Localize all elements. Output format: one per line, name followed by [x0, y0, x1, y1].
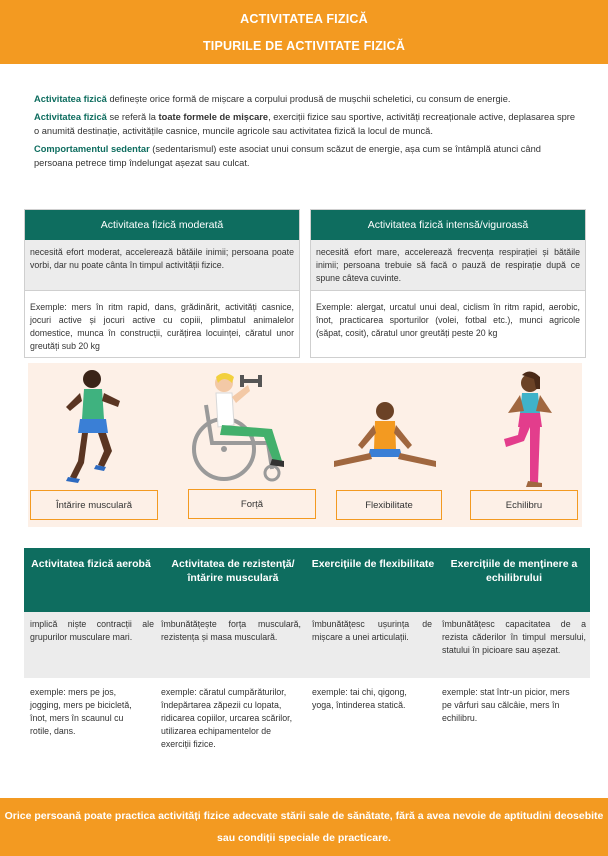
description-flexibility: îmbunătățesc ușurința de mișcare a unei articulații.: [312, 619, 432, 642]
intro-paragraph: [34, 92, 580, 106]
examples-flexibility: exemple: tai chi, qigong, yoga, întinderea statică.: [312, 687, 407, 710]
intro-section: [34, 92, 580, 174]
vigorous-activity-description: necesită efort mare, accelerează frecvența respirației și bătăile inimii; persoana trebuie să facă o pauză de respirație după ce spune câteva cuvinte.: [311, 240, 585, 290]
description-aerobic: implică niște contracții ale grupurilor musculare mari.: [30, 619, 154, 642]
definition-text: , exerciții fizice sau sportive, activități recreaționale active, deplasarea spre o anumită destinație, activitățile casnice, muncile agricole sau activitatea fizică la locul de muncă.: [34, 112, 576, 136]
header-banner: [0, 0, 608, 64]
label-text: Forță: [240, 498, 264, 510]
footer-banner: [0, 798, 608, 856]
label-strength: [30, 490, 158, 520]
description-balance: îmbunătățesc capacitatea de a rezista căderilor în timpul mersului, statului în picioare sau așezat.: [442, 619, 586, 655]
balance-illustration: [494, 367, 564, 489]
vigorous-activity-box: [310, 209, 586, 358]
moderate-activity-box: [24, 209, 300, 358]
footer-text: Orice persoană poate practica activități fizice adecvate stării sale de sănătate, fără a avea nevoie de aptitudini deosebite sau condiții speciale de practicare.: [4, 810, 604, 844]
intro-paragraph: [34, 110, 580, 138]
page-title: ACTIVITATEA FIZICĂ: [240, 12, 368, 26]
vigorous-activity-title: Activitatea fizică intensă/viguroasă: [311, 210, 585, 240]
label-force: [188, 489, 316, 519]
term-physical-activity: Activitatea fizică: [34, 94, 107, 104]
description-resistance: îmbunătățește forța musculară, rezistența și masa musculară.: [161, 619, 301, 642]
wheelchair-illustration: [176, 369, 308, 485]
definition-text: definește orice formă de mișcare a corpului produsă de mușchii scheletici, cu consum de energie.: [106, 94, 511, 104]
emphasis-text: toate formele de mișcare: [158, 112, 269, 122]
column-header-resistance: Activitatea de rezistență/întărire musculară: [158, 548, 308, 612]
term-physical-activity: Activitatea fizică: [34, 112, 107, 122]
illustration-panel: [28, 363, 582, 527]
examples-resistance: exemple: căratul cumpărăturilor, îndepărtarea zăpezii cu lopata, ridicarea copiilor, urcarea scărilor, utilizarea echipamentelor de exerciții fizice.: [161, 687, 293, 749]
moderate-activity-examples: Exemple: mers în ritm rapid, dans, grădinărit, activități casnice, jocuri active și jocuri active cu copiii, plimbatul animalelor domestice, munca în construcții, curățirea locuinței, căratul unor greutăți sub 20 kg: [30, 302, 294, 351]
examples-balance: exemple: stat într-un picior, mers pe vârfuri sau călcâie, mers în echilibru.: [442, 687, 570, 723]
moderate-activity-title: Activitatea fizică moderată: [25, 210, 299, 240]
moderate-activity-description: necesită efort moderat, accelerează bătăile inimii; persoana poate vorbi, dar nu poate cânta în timpul activității fizice.: [25, 240, 299, 290]
label-text: Echilibru: [505, 499, 543, 511]
vigorous-activity-examples: Exemple: alergat, urcatul unui deal, ciclism în ritm rapid, aerobic, înot, practicarea sporturilor (volei, fotbal etc.), munci agricole (săpat, cosit), căratul unor greutăți peste 20 kg: [316, 302, 580, 338]
definition-text: se referă la: [106, 112, 159, 122]
term-sedentary: Comportamentul sedentar: [34, 144, 150, 154]
label-text: Întărire musculară: [55, 499, 133, 511]
column-header-aerobic: Activitatea fizică aerobă: [24, 548, 158, 612]
column-header-balance: Exercițiile de menținere a echilibrului: [438, 548, 590, 612]
column-header-flexibility: Exercițiile de flexibilitate: [308, 548, 438, 612]
intro-paragraph: [34, 142, 580, 170]
definition-text: (sedentarismul) este asociat unui consum scăzut de energie, așa cum se întâmplă atunci când persoana petrece timp îndelungat așezat sau culcat.: [34, 144, 541, 168]
flexibility-illustration: [330, 401, 440, 471]
label-text: Flexibilitate: [365, 499, 413, 511]
label-balance: [470, 490, 578, 520]
label-flexibility: [336, 490, 442, 520]
runner-illustration: [58, 367, 128, 485]
examples-aerobic: exemple: mers pe jos, jogging, mers pe bicicletă, înot, mers în scaunul cu rotile, dans.: [30, 687, 132, 736]
page-subtitle: TIPURILE DE ACTIVITATE FIZICĂ: [202, 39, 406, 53]
